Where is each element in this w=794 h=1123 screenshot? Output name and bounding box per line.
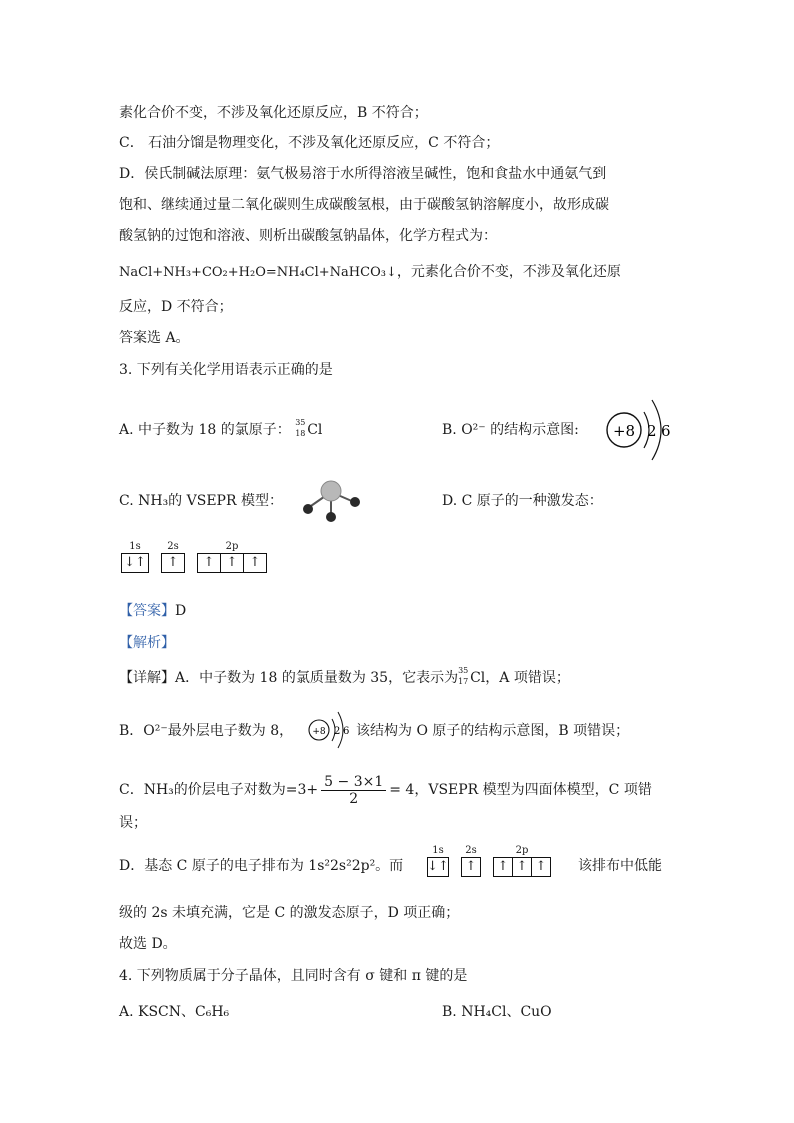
orbital-label: 2s: [167, 541, 179, 552]
option-b: [442, 420, 579, 440]
orbital-2s: [461, 845, 481, 877]
orbital-box: ↑: [167, 555, 179, 570]
mass-number: 35: [458, 666, 469, 675]
denominator: 2: [349, 790, 359, 807]
answer-tag: 【答案】: [119, 603, 175, 619]
text: B．O²⁻最外层电子数为 8，: [119, 723, 294, 739]
orbital-box: ↑: [249, 555, 261, 570]
orbital-2s: [161, 541, 185, 573]
nucleus-charge: +8: [312, 727, 326, 737]
orbital-label: 2p: [515, 845, 529, 856]
ion-structure-diagram: [600, 392, 682, 468]
orbital-box: ↓↑: [124, 555, 146, 570]
text-line: C． 石油分馏是物理变化，不涉及氧化还原反应，C 不符合；: [119, 135, 500, 151]
option-a-label: A. 中子数为 18 的氯原子：: [119, 422, 291, 438]
nuclide-symbol: [295, 420, 307, 440]
detail-line-b-tail: [356, 721, 629, 741]
detail-line-a: [119, 668, 570, 688]
text-line: 反应，D 不符合；: [119, 299, 233, 315]
detail-line-b: [119, 721, 293, 741]
text: 该结构为 O 原子的结构示意图，B 项错误；: [356, 723, 630, 739]
text-line: D．侯氏制碱法原理：氨气极易溶于水所得溶液呈碱性，饱和食盐水中通氨气到: [119, 166, 607, 182]
detail-tag: 【详解】: [119, 670, 175, 686]
atomic-number: 17: [458, 677, 469, 686]
answer-line: [119, 601, 186, 621]
orbital-1s: [121, 541, 149, 573]
orbital-1s: [427, 845, 449, 877]
detail-line-d-tail: [578, 856, 662, 876]
question-stem: 3. 下列有关化学用语表示正确的是: [119, 362, 333, 378]
text: D．基态 C 原子的电子排布为 1s²2s²2p²。而: [119, 858, 404, 874]
orbital-2p: [493, 845, 551, 877]
orbital-box: ↓↑: [427, 859, 449, 874]
chemical-equation: NaCl+NH₃+CO₂+H₂O=NH₄Cl+NaHCO₃↓: [119, 265, 397, 280]
shell-2-electrons: 6: [661, 422, 671, 440]
atomic-number: 18: [295, 429, 306, 438]
ion-structure-diagram-small: [306, 707, 354, 753]
text-line: 答案选 A。: [119, 330, 190, 346]
orbital-label: 1s: [432, 845, 444, 856]
orbital-label: 1s: [129, 541, 141, 552]
vsepr-model-icon: [298, 478, 364, 524]
option-d: [442, 491, 603, 511]
numerator: 5 − 3×1: [321, 774, 386, 791]
orbital-box: ↑: [465, 859, 477, 874]
fraction: [321, 774, 386, 807]
answer-value: D: [175, 603, 187, 619]
analysis-tag: 【解析】: [119, 635, 175, 651]
shell-1-electrons: 2: [334, 726, 341, 737]
orbital-box: ↑: [494, 858, 513, 876]
mass-number: 35: [295, 418, 306, 427]
nuclide-symbol: [458, 668, 470, 688]
option-c-label: C. NH₃的 VSEPR 模型：: [119, 493, 283, 509]
orbital-diagram: [121, 541, 267, 573]
conclusion: 故选 D。: [119, 936, 177, 952]
orbital-box: ↑: [221, 554, 244, 572]
orbital-2p: [197, 541, 267, 573]
text: = 4，VSEPR 模型为四面体模型，C 项错: [389, 782, 652, 798]
analysis-line: [119, 633, 175, 653]
orbital-box: ↑: [198, 554, 221, 572]
text-line: 级的 2s 未填充满，它是 C 的激发态原子，D 项正确；: [119, 905, 460, 921]
option-b-label: B. O²⁻ 的结构示意图:: [442, 422, 579, 438]
orbital-label: 2p: [225, 541, 239, 552]
option-b: B. NH₄Cl、CuO: [442, 1004, 552, 1020]
text: 该排布中低能: [578, 858, 662, 874]
text: C．NH₃的价层电子对数为=3+: [119, 782, 319, 798]
equation-line: [119, 262, 621, 283]
orbital-box: ↑: [535, 859, 547, 874]
option-d-label: D. C 原子的一种激发态：: [442, 493, 603, 509]
question-stem: 4. 下列物质属于分子晶体，且同时含有 σ 键和 π 键的是: [119, 968, 468, 984]
nucleus-charge: +8: [612, 422, 636, 440]
orbital-diagram-small: [427, 845, 551, 877]
text-line: 误；: [119, 815, 147, 831]
option-a: A. KSCN、C₆H₆: [119, 1004, 230, 1020]
text-line: 饱和、继续通过量二氧化碳则生成碳酸氢根，由于碳酸氢钠溶解度小，故形成碳: [119, 197, 609, 213]
option-c: [119, 491, 283, 511]
text-line: 素化合价不变，不涉及氧化还原反应，B 不符合；: [119, 105, 428, 121]
orbital-label: 2s: [465, 845, 477, 856]
text: A．中子数为 18 的氯质量数为 35，它表示为: [175, 670, 459, 686]
detail-line-d: [119, 856, 403, 876]
element-symbol: Cl: [470, 670, 486, 686]
text: ，元素化合价不变，不涉及氧化还原: [396, 264, 621, 280]
option-a: [119, 420, 322, 440]
text-line: 酸氢钠的过饱和溶液、则析出碳酸氢钠晶体，化学方程式为：: [119, 228, 497, 244]
detail-line-c: [119, 771, 652, 809]
element-symbol: Cl: [307, 422, 323, 438]
shell-2-electrons: 6: [343, 726, 350, 737]
orbital-box: ↑: [513, 858, 532, 876]
shell-1-electrons: 2: [647, 422, 657, 440]
text: ，A 项错误；: [485, 670, 570, 686]
